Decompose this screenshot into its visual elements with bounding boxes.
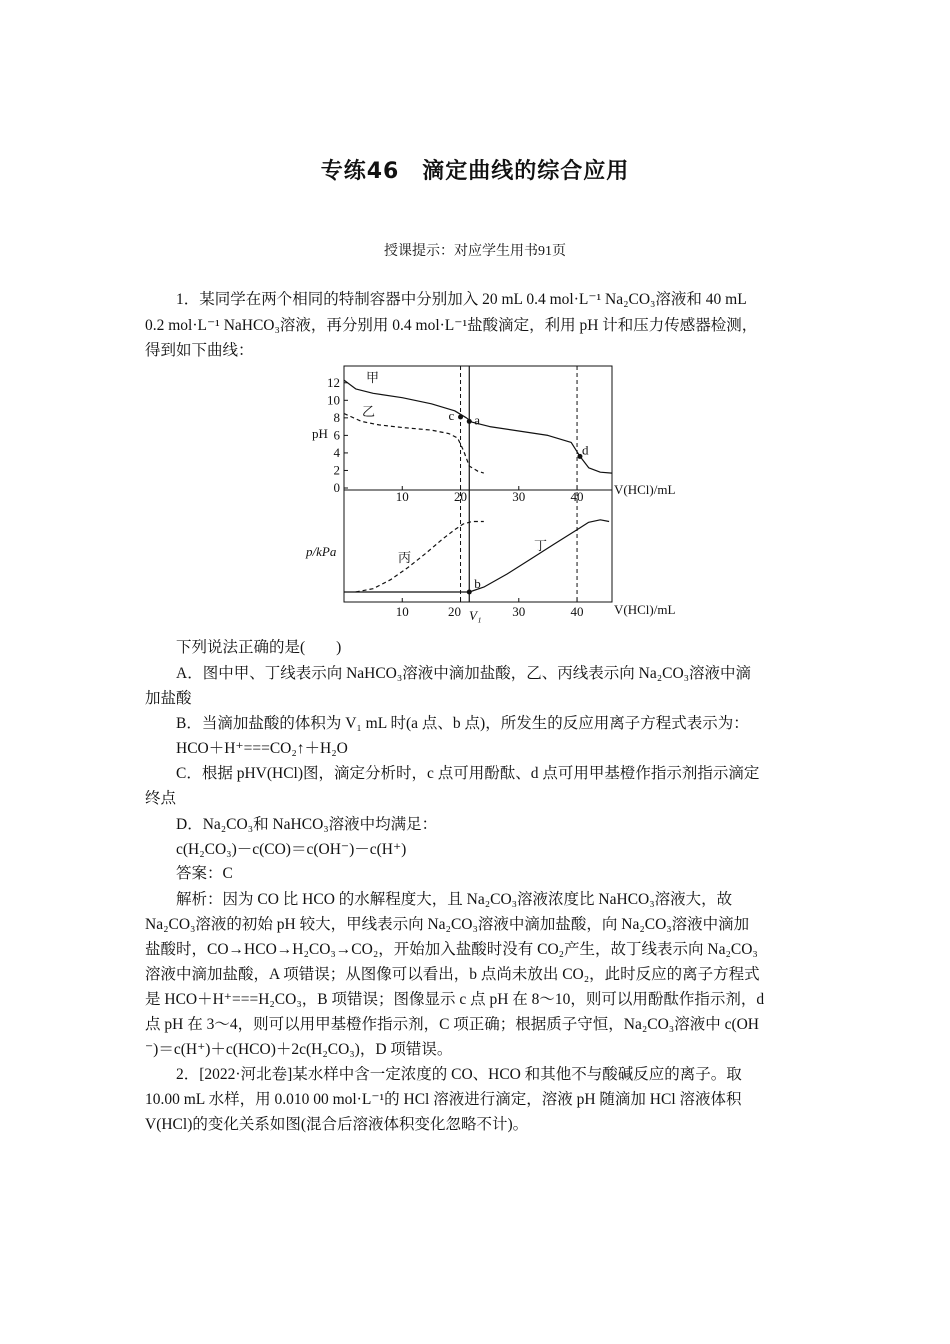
bottom-y-axis-label: p/kPa bbox=[306, 544, 337, 559]
q1-line-3: 得到如下曲线： bbox=[145, 342, 254, 359]
point-label-a: a bbox=[474, 412, 481, 428]
curve-yi bbox=[344, 414, 484, 474]
question-stem: 下列说法正确的是( ) bbox=[176, 639, 342, 656]
top-x-tick-label: 40 bbox=[570, 489, 584, 504]
q2-line-2: 10.00 mL 水样，用 0.010 00 mol·L⁻¹的 HCl 溶液进行滴定，溶液 pH 随滴加 HCl 溶液体积 bbox=[145, 1091, 742, 1108]
bottom-x-tick-label: 30 bbox=[512, 604, 526, 619]
point-label-b: b bbox=[474, 576, 481, 591]
bottom-x-tick-label: 40 bbox=[570, 604, 584, 619]
top-y-tick-label: 4 bbox=[333, 444, 340, 460]
analysis-line-4: 溶液中滴加盐酸，A 项错误；从图像可以看出，b 点尚未放出 CO₂，此时反应的离子方程式 bbox=[145, 966, 760, 983]
option-b-line-1: B．当滴加盐酸的体积为 V₁ mL 时(a 点、b 点)，所发生的反应用离子方程式表示为： bbox=[176, 715, 749, 732]
point-label-c: c bbox=[448, 407, 455, 423]
curve-label-jia: 甲 bbox=[366, 370, 380, 385]
teaching-hint: 授课提示：对应学生用书91页 bbox=[384, 244, 566, 259]
top-x-tick-label: 30 bbox=[512, 489, 526, 504]
bottom-x-tick-label: 20 bbox=[448, 604, 462, 619]
point-a bbox=[467, 419, 472, 424]
curve-label-bing: 丙 bbox=[398, 550, 412, 565]
top-y-tick-label: 8 bbox=[333, 409, 340, 425]
option-d-line-1: D．Na₂CO₃和 NaHCO₃溶液中均满足： bbox=[176, 816, 438, 833]
analysis-line-7: ⁻)＝c(H⁺)＋c(HCO)＋2c(H₂CO₃)，D 项错误。 bbox=[145, 1041, 453, 1058]
answer: 答案：C bbox=[176, 865, 233, 882]
option-c-line-2: 终点 bbox=[145, 790, 177, 807]
top-y-tick-marks bbox=[327, 375, 348, 495]
q2-line-3: V(HCl)的变化关系如图(混合后溶液体积变化忽略不计)。 bbox=[145, 1116, 529, 1133]
bottom-x-axis-label: V(HCl)/mL bbox=[614, 602, 676, 617]
point-b bbox=[467, 590, 472, 595]
analysis-line-3: 盐酸时，CO→HCO→H₂CO₃→CO₂，开始加入盐酸时没有 CO₂产生，故丁线表示向 Na₂CO₃ bbox=[145, 941, 758, 958]
top-y-tick-label: 2 bbox=[333, 462, 340, 478]
point-c bbox=[458, 414, 463, 419]
top-y-axis-label: pH bbox=[312, 426, 328, 441]
point-label-d: d bbox=[581, 442, 589, 458]
analysis-line-5: 是 HCO＋H⁺===H₂CO₃，B 项错误；图像显示 c 点 pH 在 8～10，则可以用酚酞作指示剂，d bbox=[145, 991, 765, 1008]
top-y-tick-label: 6 bbox=[333, 427, 340, 443]
option-a-line-1: A．图中甲、丁线表示向 NaHCO₃溶液中滴加盐酸，乙、丙线表示向 Na₂CO₃溶液中滴 bbox=[176, 665, 752, 682]
curve-label-yi: 乙 bbox=[362, 404, 376, 419]
analysis-line-1: 解析：因为 CO 比 HCO 的水解程度大，且 Na₂CO₃溶液浓度比 NaHCO₃溶液大，故 bbox=[176, 891, 733, 908]
option-b-line-2: HCO＋H⁺===CO₂↑＋H₂O bbox=[176, 740, 348, 757]
x-tick-marks bbox=[396, 486, 584, 619]
v1-label: V₁ bbox=[469, 608, 482, 623]
top-y-tick-label: 12 bbox=[327, 374, 340, 390]
q2-line-1: 2．[2022·河北卷]某水样中含一定浓度的 CO、HCO 和其他不与酸碱反应的离子。取 bbox=[176, 1066, 742, 1083]
analysis-line-6: 点 pH 在 3～4，则可以用甲基橙作指示剂，C 项正确；根据质子守恒，Na₂CO₃溶液中 c(OH bbox=[145, 1016, 760, 1033]
option-d-line-2: c(H₂CO₃)－c(CO)＝c(OH⁻)－c(H⁺) bbox=[176, 841, 407, 858]
top-x-axis-label: V(HCl)/mL bbox=[614, 482, 676, 497]
curve-bing bbox=[356, 522, 484, 593]
top-y-tick-label: 10 bbox=[327, 392, 340, 408]
q1-line-2: 0.2 mol·L⁻¹ NaHCO₃溶液，再分别用 0.4 mol·L⁻¹盐酸滴定，利用 pH 计和压力传感器检测， bbox=[145, 317, 758, 334]
page-title: 专练46 滴定曲线的综合应用 bbox=[320, 159, 630, 184]
analysis-line-2: Na₂CO₃溶液的初始 pH 较大，甲线表示向 Na₂CO₃溶液中滴加盐酸，向 Na₂CO₃溶液中滴加 bbox=[145, 916, 750, 933]
q1-line-1: 1．某同学在两个相同的特制容器中分别加入 20 mL 0.4 mol·L⁻¹ Na₂CO₃溶液和 40 mL bbox=[176, 291, 747, 308]
option-c-line-1: C．根据 pHV(HCl)图，滴定分析时，c 点可用酚酞、d 点可用甲基橙作指示剂指示滴定 bbox=[176, 765, 760, 782]
option-a-line-2: 加盐酸 bbox=[145, 690, 192, 707]
titration-figure bbox=[300, 360, 690, 630]
top-x-tick-label: 20 bbox=[454, 489, 468, 504]
curve-label-ding: 丁 bbox=[534, 538, 548, 553]
bottom-x-tick-label: 10 bbox=[395, 604, 409, 619]
top-x-tick-label: 10 bbox=[395, 489, 409, 504]
top-y-tick-label: 0 bbox=[333, 480, 340, 495]
